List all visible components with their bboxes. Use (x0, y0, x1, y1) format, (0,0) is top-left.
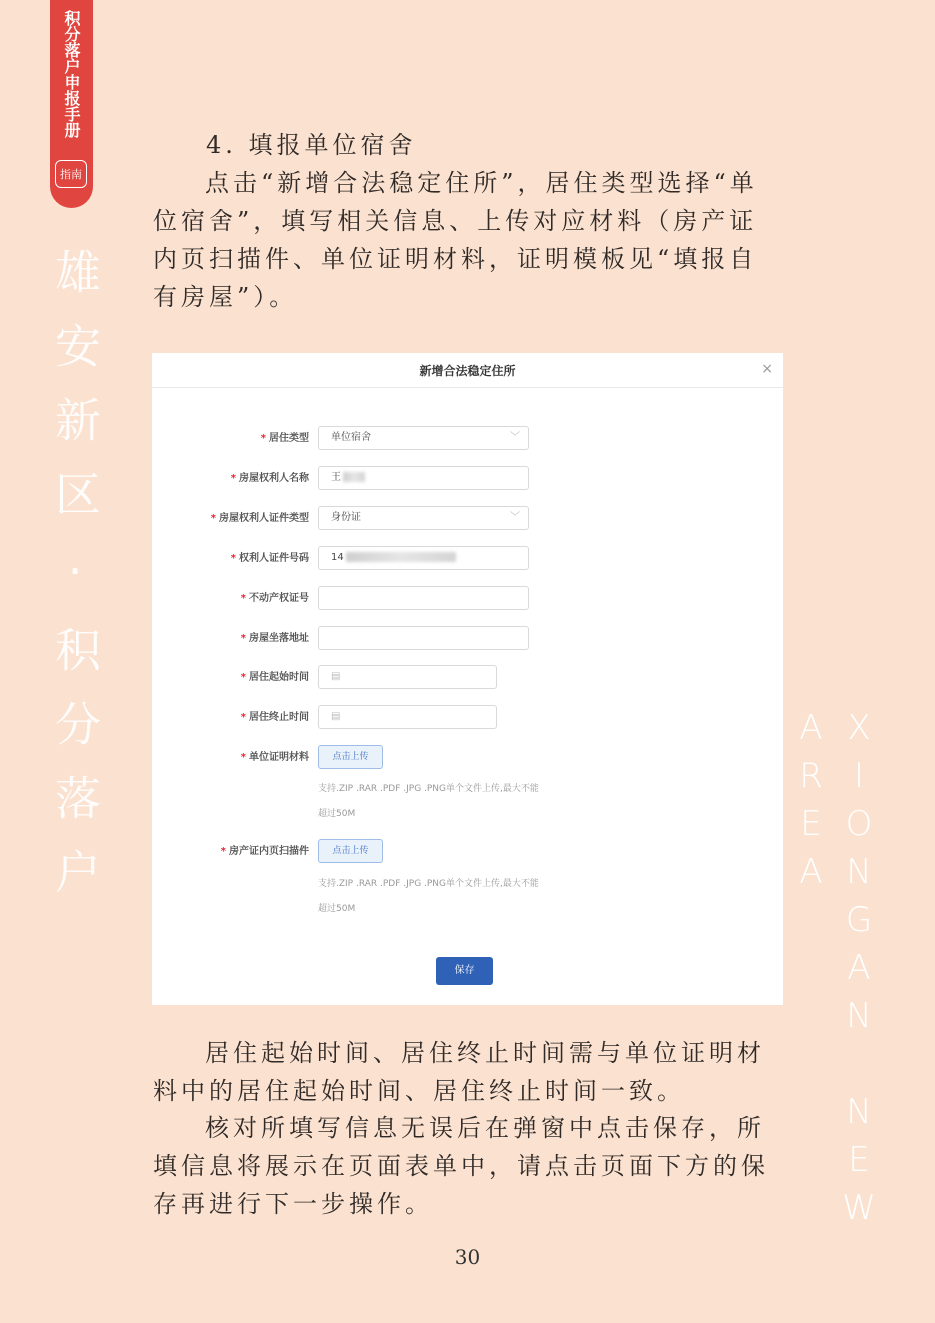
section-intro: 点击“新增合法稳定住所”，居住类型选择“单位宿舍”，填写相关信息、上传对应材料（房产证内页扫描件、单位证明材料，证明模板见“填报自有房屋”）。 (153, 169, 758, 311)
note-paragraph-1: 居住起始时间、居住终止时间需与单位证明材料中的居住起始时间、居住终止时间一致。 (153, 1039, 765, 1105)
dialog-title: 新增合法稳定住所 (152, 353, 783, 388)
owner-id-number-input[interactable] (318, 546, 529, 570)
end-date-label: 居住终止时间 (249, 712, 309, 723)
start-date-picker[interactable] (318, 665, 497, 689)
cert-scan-label: 房产证内页扫描件 (229, 846, 309, 857)
chevron-down-icon: ﹀ (510, 512, 520, 523)
redacted-text (346, 552, 456, 562)
property-cert-label: 不动产权证号 (249, 593, 309, 604)
required-mark: * (220, 846, 226, 857)
page-number: 30 (454, 1245, 481, 1269)
manual-tab-text: 积分落户申报手册 (62, 10, 81, 138)
required-mark: * (240, 752, 246, 763)
chevron-down-icon: ﹀ (510, 432, 520, 443)
field-owner-name (152, 466, 783, 492)
upload-hint: 支持.ZIP .RAR .PDF .JPG .PNG单个文件上传,最大不能 (318, 784, 539, 794)
owner-name-value: 王 (331, 472, 341, 483)
unit-proof-upload-button[interactable]: 点击上传 (318, 745, 383, 769)
note-paragraph-2: 核对所填写信息无误后在弹窗中点击保存，所填信息将展示在页面表单中，请点击页面下方的保存再进行下一步操作。 (153, 1114, 769, 1218)
owner-id-type-select[interactable] (318, 506, 529, 530)
residence-type-select[interactable] (318, 426, 529, 450)
residence-type-label: 居住类型 (269, 433, 309, 444)
section-heading: 4. 填报单位宿舍 (206, 131, 417, 159)
side-title: 雄安新区·积分落户 (48, 248, 102, 922)
property-cert-input[interactable] (318, 586, 529, 610)
owner-id-number-value: 14 (331, 552, 344, 563)
field-unit-proof (152, 745, 783, 771)
cert-scan-upload-button[interactable]: 点击上传 (318, 839, 383, 863)
upload-hint-limit: 超过50M (318, 809, 356, 819)
owner-name-label: 房屋权利人名称 (239, 473, 309, 484)
field-residence-type (152, 426, 783, 452)
side-english-title: XIONGAN NEW AREA (791, 708, 879, 1236)
owner-id-type-label: 房屋权利人证件类型 (219, 513, 309, 524)
required-mark: * (240, 633, 246, 644)
redacted-text (343, 472, 365, 482)
upload-hint-limit: 超过50M (318, 904, 356, 914)
required-mark: * (210, 513, 216, 524)
required-mark: * (240, 672, 246, 683)
unit-proof-label: 单位证明材料 (249, 752, 309, 763)
end-date-picker[interactable] (318, 705, 497, 729)
required-mark: * (230, 553, 236, 564)
upload-hint: 支持.ZIP .RAR .PDF .JPG .PNG单个文件上传,最大不能 (318, 879, 539, 889)
residence-type-value: 单位宿舍 (331, 432, 371, 443)
field-property-cert (152, 586, 783, 612)
owner-id-number-label: 权利人证件号码 (239, 553, 309, 564)
start-date-label: 居住起始时间 (249, 672, 309, 683)
add-residence-dialog (152, 353, 783, 1005)
required-mark: * (240, 712, 246, 723)
address-label: 房屋坐落地址 (249, 633, 309, 644)
guide-badge: 指南 (55, 160, 87, 188)
manual-tab (50, 0, 93, 208)
field-cert-scan (152, 839, 783, 865)
required-mark: * (260, 433, 266, 444)
calendar-icon: ▤ (331, 711, 341, 722)
save-button[interactable]: 保存 (436, 957, 493, 985)
owner-id-type-value: 身份证 (331, 512, 361, 523)
required-mark: * (240, 593, 246, 604)
close-icon[interactable]: × (761, 361, 773, 377)
address-input[interactable] (318, 626, 529, 650)
owner-name-input[interactable] (318, 466, 529, 490)
field-start-date (152, 665, 783, 691)
field-address (152, 626, 783, 652)
field-end-date (152, 705, 783, 731)
required-mark: * (230, 473, 236, 484)
field-owner-id-number (152, 546, 783, 572)
field-owner-id-type (152, 506, 783, 532)
calendar-icon: ▤ (331, 671, 341, 682)
